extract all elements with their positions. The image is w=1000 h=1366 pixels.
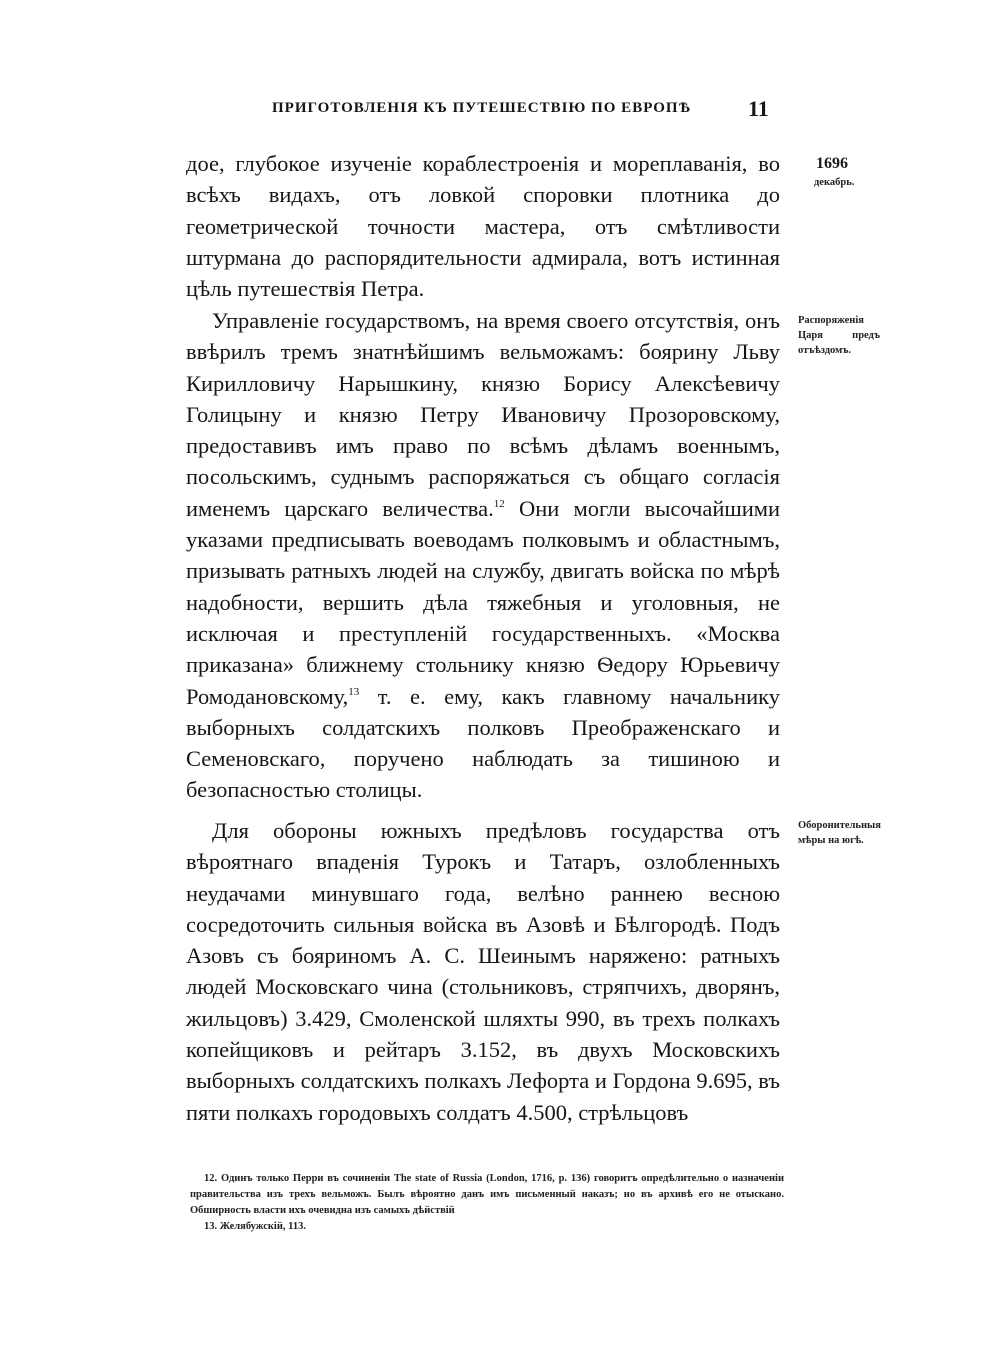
footnote-13: 13. Желябужскій, 113. [204,1221,306,1232]
footnotes [190,1171,784,1235]
running-head: ПРИГОТОВЛЕНІЯ КЪ ПУТЕШЕСТВІЮ ПО ЕВРОПѢ [272,100,692,116]
paragraph-3-text: Для обороны южныхъ предѣловъ государства отъ вѣроятнаго впаденія Турокъ и Татаръ, озлобленныхъ неудачами минувшаго года, велѣно раннею весною сосредоточить сильныя войска въ Азовѣ и Бѣлгородѣ. Подъ Азовъ съ бояриномъ А. С. Шеинымъ наряжено: ратныхъ людей Московскаго чина (стольниковъ, стряпчихъ, дворянъ, жильцовъ) 3.429, Смоленской шляхты 990, въ трехъ полкахъ копейщиковъ и рейтаръ 3.152, въ двухъ Московскихъ выборныхъ солдатскихъ полкахъ Лефорта и Гордона 9.695, въ пяти полкахъ городовыхъ солдатъ 4.500, стрѣльцовъ [186,818,780,1125]
margin-note-month: декабрь. [814,177,855,188]
margin-note-southern-defense: Оборонительныя мѣры на югѣ. [798,820,881,846]
page-number: 11 [748,96,769,121]
footnote-12: 12. Одинъ только Перри въ сочиненіи The state of Russia (London, 1716, p. 136) говоритъ опредѣлительно о назначеніи правительства изъ трехъ вельможъ. Былъ вѣроятно данъ имъ письменный наказъ; но въ архивѣ его не отыскано. Обширность власти ихъ очевидна изъ самыхъ дѣйствій [190,1173,784,1216]
paragraph-1 [186,148,780,304]
paragraph-3 [186,815,780,1128]
paragraph-2-text-c: т. е. ему, какъ главному начальнику выборныхъ солдатскихъ полковъ Преображенскаго и Семеновскаго, поручено наблюдать за тишиною и безопасностью столицы. [186,683,780,803]
footnote-ref-12[interactable]: 12 [493,497,505,510]
footnote-ref-13[interactable]: 13 [348,685,360,698]
margin-note-tsar-orders: Распоряженія Царя предъ отъѣздомъ. [798,315,880,356]
paragraph-2 [186,305,780,806]
paragraph-1-text: дое, глубокое изученіе кораблестроенія и мореплаванія, во всѣхъ видахъ, отъ ловкой споровки плотника до геометрической точности мастера, отъ смѣтливости штурмана до распорядительности адмирала, вотъ истинная цѣль путешествія Петра. [186,151,780,302]
paragraph-2-text-b: Они могли высочайшими указами предписывать воеводамъ полковымъ и областнымъ, призывать ратныхъ людей на службу, двигать войска по мѣрѣ надобности, вершить дѣла тяжебныя и уголовныя, не исключая и преступленій государственныхъ. «Москва приказана» ближнему стольнику князю Ѳедору Юрьевичу Ромодановскому, [186,495,781,709]
paragraph-2-text-a: Управленіе государствомъ, на время своего отсутствія, онъ ввѣрилъ тремъ знатнѣйшимъ вельможамъ: боярину Льву Кирилловичу Нарышкину, князю Борису Алексѣевичу Голицыну и князю Петру Ивановичу Прозоровскому, предоставивъ имъ право по всѣмъ дѣламъ военнымъ, посольскимъ, суднымъ распоряжаться съ общаго согласія именемъ царскаго величества. [186,308,780,521]
margin-note-year: 1696 [816,155,848,172]
